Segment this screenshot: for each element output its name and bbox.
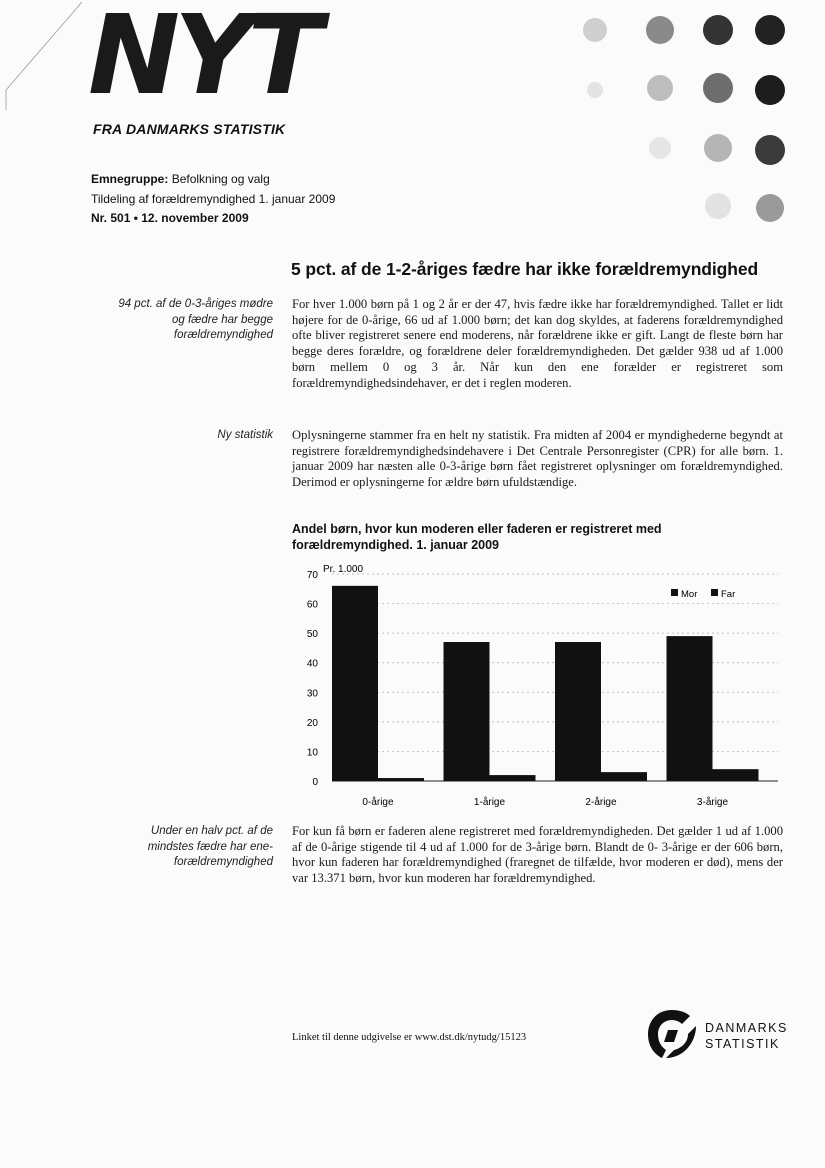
- dot: [755, 135, 785, 165]
- danmarks-statistik-logo-icon: [644, 1006, 700, 1062]
- emnegruppe-label: Emnegruppe:: [91, 172, 169, 186]
- bar-mor-1: [444, 642, 490, 781]
- publication-link[interactable]: Linket til denne udgivelse er www.dst.dk/nytudg/15123: [292, 1032, 527, 1043]
- paragraph-3: For kun få børn er faderen alene registreret med forældremyndigheden. Det gælder 1 ud af 1.000 af de 0-årige stigende til 4 ud af 1.000 for de 3-årige børn. Blandt de 0- 3-årige er der 606 børn, hvor kun faderen har forældremyndighed (fraregnet de tilfælde, hvor moderen er død), mens der var 13.371 børn, hvor kun moderen har forældremyndighed.: [292, 824, 783, 886]
- margin-note-3: Under en halv pct. af de mindstes fædre har ene-forældremyndighed: [147, 825, 273, 868]
- x-category-label: 0-årige: [362, 797, 394, 808]
- nyt-logo: NYT: [88, 0, 317, 119]
- x-category-label: 3-årige: [696, 797, 729, 808]
- x-category-label: 1-årige: [473, 797, 506, 808]
- logo-subtitle: FRA DANMARKS STATISTIK: [93, 121, 286, 137]
- dot-pattern: [575, 8, 805, 233]
- paragraph-2: Oplysningerne stammer fra en helt ny statistik. Fra midten af 2004 er myndighederne begyndt at registrere forældremyndighedsindehavere i Det Centrale Personregister (CPR) for alle børn. 1. januar 2009 har næsten alle 0-3-årige børn fået registreret oplysninger om forældremyndighed. Derimod er oplysningerne for ældre børn ufuldstændige.: [292, 428, 783, 490]
- y-tick-label: 0: [312, 777, 318, 788]
- bar-far-0: [378, 778, 424, 781]
- issue-line: Nr. 501 • 12. november 2009: [91, 211, 249, 225]
- bar-chart: [290, 560, 790, 815]
- legend-swatch-mor: [671, 589, 678, 596]
- corner-fold-line: [0, 0, 90, 110]
- dot: [703, 73, 733, 103]
- emnegruppe-value: Befolkning og valg: [171, 172, 270, 186]
- dot: [703, 15, 733, 45]
- paragraph-1: For hver 1.000 børn på 1 og 2 år er der 47, hvis fædre ikke har forældremyndighed. Tallet er lidt højere for de 0-årige, 66 ud af 1.000 børn; det kan dog skyldes, at faderens forældremyndighed ofte bliver registreret senere end moderens, når forældrene ikke er gift. Langt de fleste børn har begge deres forældre, og forældrene deler forældremyndigheden. Det gælder 938 ud af 1.000 børn mellem 0 og 3 år. Når kun den ene forælder er registreret som forældremyndighedsindehaver, er det i reglen moderen.: [292, 297, 783, 390]
- dot: [756, 194, 784, 222]
- chart-title: Andel børn, hvor kun moderen eller faderen er registreret med forældremyndighed. 1. januar 2009: [292, 522, 662, 552]
- y-tick-label: 10: [306, 747, 318, 759]
- dot: [647, 75, 673, 101]
- emnegruppe-line: [91, 172, 270, 186]
- legend-label-mor: Mor: [681, 589, 698, 600]
- dot: [583, 18, 607, 42]
- y-tick-label: 20: [306, 717, 318, 729]
- logo-line-2: STATISTIK: [705, 1037, 780, 1051]
- y-tick-label: 60: [306, 599, 318, 611]
- logo-line-1: DANMARKS: [705, 1021, 788, 1035]
- dot: [704, 134, 732, 162]
- bar-far-2: [601, 772, 647, 781]
- y-tick-label: 50: [306, 629, 318, 641]
- danmarks-statistik-logo-text: [705, 1020, 788, 1052]
- bar-mor-0: [332, 586, 378, 781]
- dot: [755, 15, 785, 45]
- margin-note-2: Ny statistik: [217, 429, 273, 441]
- dot: [587, 82, 603, 98]
- headline: 5 pct. af de 1-2-åriges fædre har ikke forældremyndighed: [291, 259, 759, 279]
- margin-note-1: 94 pct. af de 0-3-åriges mødre og fædre har begge forældremyndighed: [118, 298, 273, 341]
- y-tick-label: 30: [306, 688, 318, 700]
- bar-mor-2: [555, 642, 601, 781]
- chart-y-unit-label: Pr. 1.000: [323, 564, 364, 575]
- dot: [705, 193, 731, 219]
- bar-far-1: [490, 775, 536, 781]
- x-category-label: 2-årige: [585, 797, 617, 808]
- dot: [646, 16, 674, 44]
- y-tick-label: 40: [306, 658, 318, 670]
- dot: [755, 75, 785, 105]
- legend-swatch-far: [711, 589, 718, 596]
- bar-mor-3: [667, 636, 713, 781]
- dot: [649, 137, 671, 159]
- legend-label-far: Far: [721, 589, 736, 600]
- chart-legend: [671, 589, 735, 600]
- bar-far-3: [713, 769, 759, 781]
- topic-line: Tildeling af forældremyndighed 1. januar 2009: [91, 192, 336, 206]
- y-tick-label: 70: [306, 570, 318, 581]
